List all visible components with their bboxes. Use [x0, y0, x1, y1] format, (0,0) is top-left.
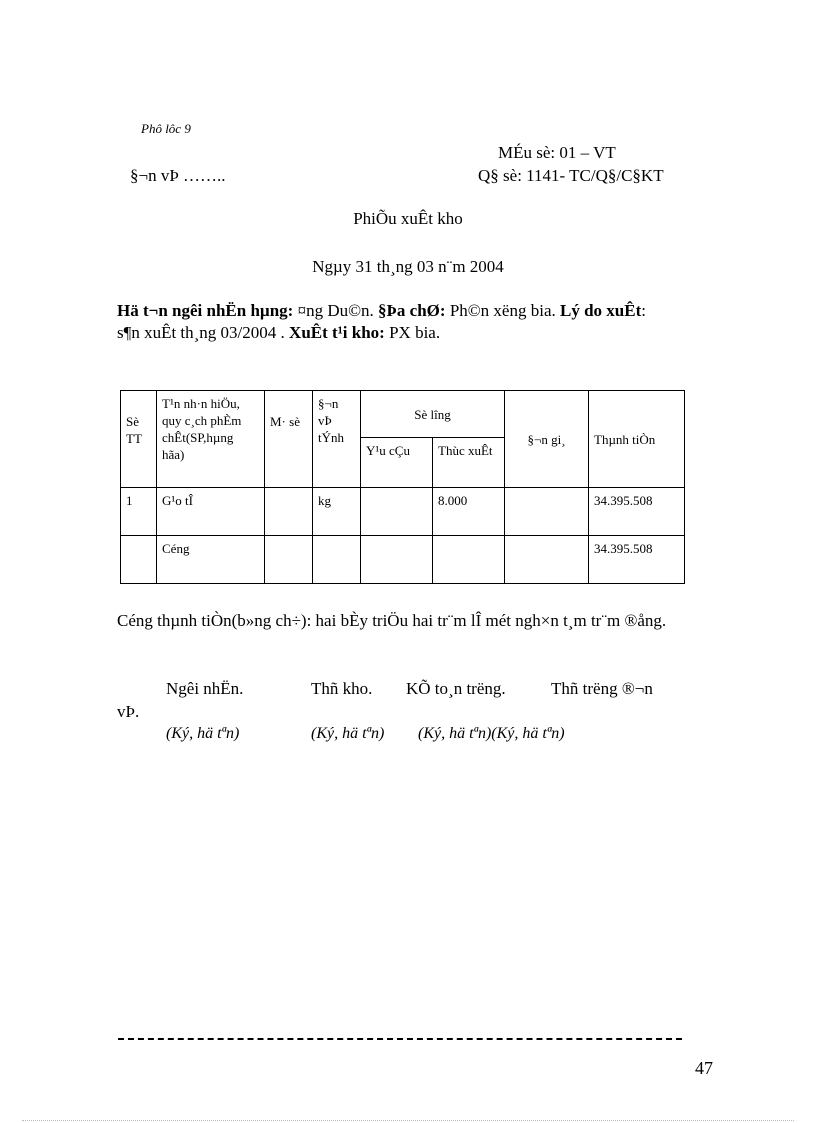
cell-price: [505, 488, 589, 536]
page-number: 47: [695, 1058, 713, 1078]
header-price: §¬n gi¸: [505, 391, 589, 488]
document-date: Ngµy 31 th¸ng 03 n¨m 2004: [312, 257, 504, 276]
header-no: Sè TT: [121, 391, 157, 488]
cell-actual: 8.000: [433, 488, 505, 536]
cell-no: [121, 536, 157, 584]
delivery-info: [117, 300, 677, 344]
table-total-row: [121, 536, 685, 584]
amount-in-words: Céng thµnh tiÒn(b»ng ch÷): hai bÈy triÖu hai tr¨m lÎ mét ngh×n t¸m tr¨m ®ång.: [117, 611, 667, 630]
table-row: [121, 488, 685, 536]
reason-value: s¶n xuÊt th¸ng 03/2004 .: [117, 323, 285, 342]
header-code: M· sè: [265, 391, 313, 488]
appendix-label: Phô lôc 9: [141, 121, 191, 136]
signature-head-tail: vÞ.: [117, 702, 140, 721]
signature-head: Thñ trëng ®¬n: [551, 679, 653, 698]
signature-hint-accountant-head: (Ký, hä tªn)(Ký, hä tªn): [418, 725, 565, 742]
receiver-label: Hä t¬n ngêi nhËn hµng:: [117, 301, 294, 320]
header-actual: Thùc xuÊt: [433, 438, 505, 488]
header-requested: Y¹u cÇu: [361, 438, 433, 488]
signature-receiver: Ngêi nhËn.: [166, 679, 244, 698]
cell-amount: 34.395.508: [589, 488, 685, 536]
header-name: T¹n nh·n hiÖu, quy c¸ch phÈm chÊt(SP,hµng hãa): [157, 391, 265, 488]
cell-price: [505, 536, 589, 584]
form-number: MÉu sè: 01 – VT: [498, 143, 616, 162]
warehouse-label: XuÊt t¹i kho:: [289, 323, 385, 342]
cell-name: G¹o tÎ: [157, 488, 265, 536]
header-quantity: Sè lîng: [361, 391, 505, 438]
document-title: PhiÕu xuÊt kho: [353, 209, 463, 228]
cell-unit: kg: [313, 488, 361, 536]
cell-no: 1: [121, 488, 157, 536]
cell-requested: [361, 536, 433, 584]
cell-name: Céng: [157, 536, 265, 584]
footer-divider: [118, 1038, 682, 1040]
page-bottom-border: [22, 1120, 794, 1121]
cell-code: [265, 488, 313, 536]
reason-label: Lý do xuÊt: [560, 301, 642, 320]
cell-unit: [313, 536, 361, 584]
signature-storekeeper: Thñ kho.: [311, 679, 373, 698]
header-amount: Thµnh tiÒn: [589, 391, 685, 488]
table-header-row: [121, 391, 685, 438]
cell-actual: [433, 536, 505, 584]
receiver-value: ¤ng Du©n.: [293, 301, 374, 320]
issue-table: [120, 390, 685, 584]
warehouse-value: PX bia.: [384, 323, 441, 342]
reason-colon: :: [641, 301, 646, 320]
signature-hint-receiver: (Ký, hä tªn): [166, 725, 240, 742]
cell-requested: [361, 488, 433, 536]
signature-accountant: KÕ to¸n trëng.: [406, 679, 506, 698]
decision-number: Q§ sè: 1141- TC/Q§/C§KT: [478, 166, 664, 185]
address-value: Ph©n xëng bia.: [445, 301, 556, 320]
signature-hint-storekeeper: (Ký, hä tªn): [311, 725, 385, 742]
address-label: §Þa chØ:: [378, 301, 446, 320]
unit-label: §¬n vÞ ……..: [130, 166, 226, 185]
cell-amount: 34.395.508: [589, 536, 685, 584]
header-unit: §¬n vÞ tÝnh: [313, 391, 361, 488]
cell-code: [265, 536, 313, 584]
